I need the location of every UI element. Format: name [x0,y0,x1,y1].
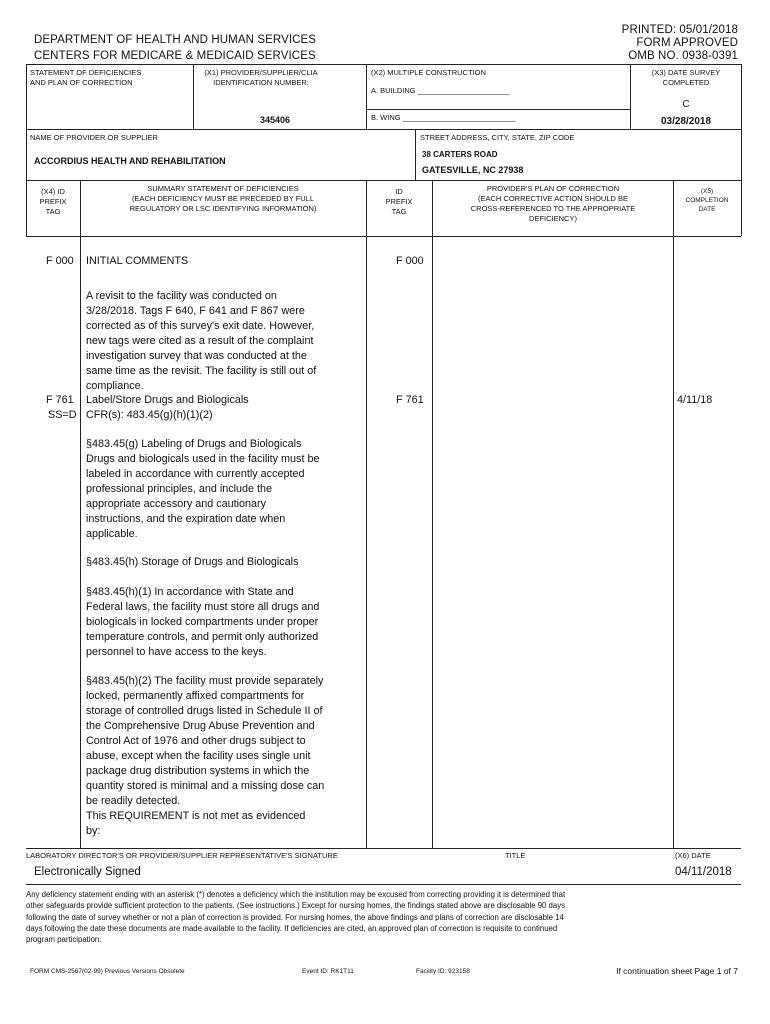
department-title: DEPARTMENT OF HEALTH AND HUMAN SERVICES [34,34,317,46]
provider-number: 345406 [260,115,291,125]
tag-f000: F 000 [46,255,74,267]
omb-number: OMB NO. 0938-0391 [628,50,738,62]
rule [80,180,81,848]
storage-heading: §483.45(h) Storage of Drugs and Biologicals [86,556,299,568]
signature-label: LABORATORY DIRECTOR'S OR PROVIDER/SUPPLIER REPRESENTATIVE'S SIGNATURE [26,851,338,860]
centers-title: CENTERS FOR MEDICARE & MEDICAID SERVICES [34,50,316,62]
survey-date: 03/28/2018 [660,116,712,127]
rule [193,64,194,129]
rule [26,64,741,65]
disclaimer-text: Any deficiency statement ending with an asterisk (*) denotes a deficiency which the institution may be excused from correcting providing it is determined that other safeguards provide sufficient protection to the patients. (See instructions.) Except for nursing homes, the findings stated above are disclosable 90 days following the date of survey whether or not a plan of correction is provided. For nursing homes, the above findings and plans of correction are disclosable 14 days following the date these documents are made available to the facility. If deficiencies are cited, an approved plan of correction is requisite to continued program participation. [26,890,566,945]
event-id: Event ID: RK1T11 [302,968,354,975]
rule [366,109,630,110]
rule [26,180,741,181]
f761-title: Label/Store Drugs and Biologicals CFR(s): 483.45(g)(h)(1)(2) [86,394,249,421]
severity-scope: SS=D [48,409,77,421]
x6-date-label: (X6) DATE [675,851,711,860]
rule [26,848,741,849]
facility-id: Facility ID: 923158 [416,968,470,975]
title-label: TITLE [505,851,526,860]
rule [741,64,742,236]
rule [432,180,433,848]
printed-date: PRINTED: 05/01/2018 [621,24,738,36]
survey-letter: C [682,99,690,110]
provider-name: ACCORDIUS HEALTH AND REHABILITATION [34,156,226,166]
summary-header: SUMMARY STATEMENT OF DEFICIENCIES (EACH DEFICIENCY MUST BE PRECEDED BY FULL REGULATORY OR LSC IDENTIFYING INFORMATION) [129,184,317,213]
labeling-paragraph: §483.45(g) Labeling of Drugs and Biologicals Drugs and biologicals used in the facility must be labeled in accordance with currently accepted professional principles, and include the appropriate accessory and cautionary instructions, and the expiration date when applicable. [86,438,320,540]
address-label: STREET ADDRESS, CITY, STATE, ZIP CODE [420,133,575,142]
statement-label: STATEMENT OF DEFICIENCIES AND PLAN OF CORRECTION [30,68,142,87]
storage-h1-paragraph: §483.45(h)(1) In accordance with State and Federal laws, the facility must store all drugs and biologicals in locked compartments under proper temperature controls, and permit only authorized personnel to have access to the keys. [86,586,320,658]
street-address: 38 CARTERS ROAD [422,150,498,159]
rule [415,129,416,180]
rule [366,64,367,129]
wing-label: B. WING ___________________________ [371,113,516,122]
rule [26,129,741,130]
rule [673,180,674,848]
rule [630,64,631,129]
id-header: ID PREFIX TAG [385,187,413,216]
form-number: FORM CMS-2567(02-99) Previous Versions Obsolete [30,968,185,975]
signature-date: 04/11/2018 [675,866,732,878]
tag-f000-right: F 000 [396,255,424,267]
plan-header: PROVIDER'S PLAN OF CORRECTION (EACH CORRECTIVE ACTION SHOULD BE CROSS-REFERENCED TO THE APPROPRIATE DEFICIENCY) [470,184,636,223]
rule [26,236,741,237]
x4-header: (X4) ID PREFIX TAG [39,187,67,216]
storage-h2-paragraph: §483.45(h)(2) The facility must provide separately locked, permanently affixed compartments for storage of controlled drugs listed in Schedule II of the Comprehensive Drug Abuse Prevention and Control Act of 1976 and other drugs subject to abuse, except when the facility uses single unit package drug distribution systems in which the quantity stored is minimal and a missing dose can be readily detected. This REQUIREMENT is not met as evidenced by: [86,675,325,837]
completion-date: 4/11/18 [677,394,713,406]
provider-name-label: NAME OF PROVIDER OR SUPPLIER [30,133,158,142]
x5-header: (X5) COMPLETION DATE [685,188,729,213]
initial-comments-title: INITIAL COMMENTS [86,255,189,267]
x3-label: (X3) DATE SURVEY COMPLETED [651,68,721,87]
tag-f761: F 761 [46,394,74,406]
tag-f761-right: F 761 [396,394,424,406]
x1-label: (X1) PROVIDER/SUPPLIER/CLIA IDENTIFICATION NUMBER: [204,68,318,87]
signature-value: Electronically Signed [34,866,141,878]
rule [26,884,741,885]
revisit-paragraph: A revisit to the facility was conducted on 3/28/2018. Tags F 640, F 641 and F 867 were corrected as of this survey's exit date. However, new tags were cited as a result of the complaint investigation survey that was conducted at the same time as the revisit. The facility is still out of compliance. [86,290,317,392]
page-indicator: If continuation sheet Page 1 of 7 [616,966,738,976]
x2-label: (X2) MULTIPLE CONSTRUCTION [371,68,486,77]
city-state-zip: GATESVILLE, NC 27938 [422,165,524,175]
form-approved: FORM APPROVED [636,37,738,49]
building-label: A. BUILDING ______________________ [371,86,510,95]
